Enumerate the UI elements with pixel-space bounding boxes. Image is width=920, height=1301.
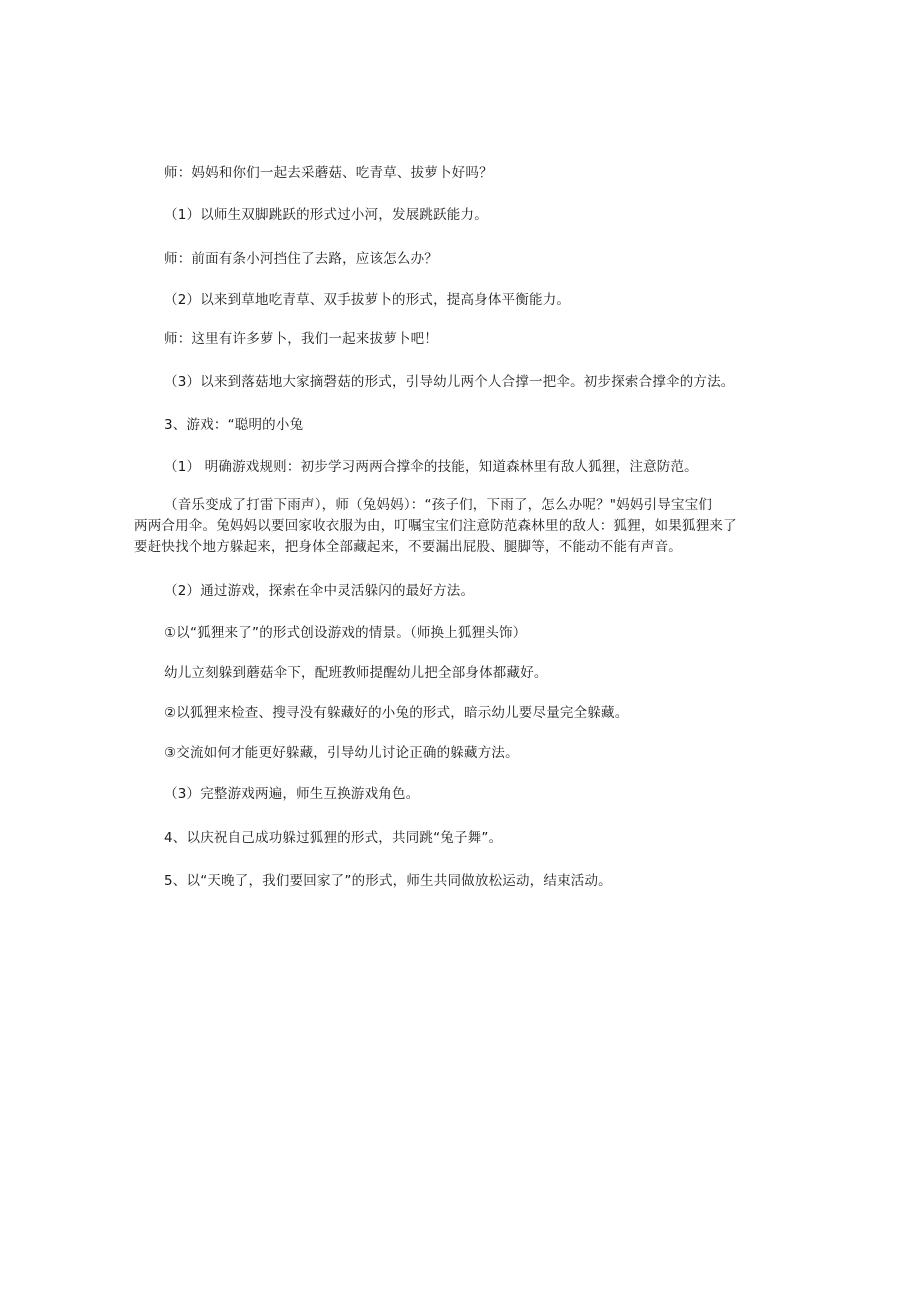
section-4: 4、以庆祝自己成功躲过狐狸的形式，共同跳“兔子舞”。 [164, 830, 503, 846]
story-line-1: （音乐变成了打雷下雨声），师（兔妈妈）：“孩子们，下雨了，怎么办呢？"妈妈引导宝宝们 [164, 497, 713, 513]
story-line-3: 要赶快找个地方躲起来，把身体全部藏起来，不要漏出屁股、腿脚等，不能动不能有声音。 [134, 539, 682, 555]
story-line-2: 两两合用伞。兔妈妈以要回家收衣服为由，叮嘱宝宝们注意防范森林里的敌人：狐狸，如果狐狸来了 [134, 518, 737, 534]
game-rule: （1） 明确游戏规则：初步学习两两合撑伞的技能，知道森林里有敌人狐狸，注意防范。 [164, 459, 698, 475]
game-step-3: （3）完整游戏两遍，师生互换游戏角色。 [164, 786, 420, 802]
section-5: 5、以“天晚了，我们要回家了”的形式，师生共同做放松运动，结束活动。 [164, 873, 612, 889]
step-3: （3）以来到落菇地大家摘磬菇的形式，引导幼儿两个人合撑一把伞。初步探索合撑伞的方法。 [164, 374, 735, 390]
sub-step-1-detail: 幼儿立刻躲到蘑菇伞下，配班教师提醒幼儿把全部身体都藏好。 [164, 665, 548, 681]
game-step-2: （2）通过游戏，探索在伞中灵活躲闪的最好方法。 [164, 583, 475, 599]
sub-step-3: ③交流如何才能更好躲藏，引导幼儿讨论正确的躲藏方法。 [164, 745, 519, 761]
sub-step-1: ①以“狐狸来了”的形式创设游戏的情景。（师换上狐狸头饰） [164, 625, 527, 641]
section-3-heading: 3、游戏：“聪明的小兔 [164, 417, 304, 433]
teacher-line-1: 师：妈妈和你们一起去采蘑菇、吃青草、拔萝卜好吗？ [164, 165, 493, 181]
step-2: （2）以来到草地吃青草、双手拔萝卜的形式，提高身体平衡能力。 [164, 292, 571, 308]
step-1: （1）以师生双脚跳跃的形式过小河，发展跳跃能力。 [164, 207, 488, 223]
sub-step-2: ②以狐狸来检查、搜寻没有躲藏好的小兔的形式，暗示幼儿要尽量完全躲藏。 [164, 705, 629, 721]
teacher-line-2: 师：前面有条小河挡住了去路，应该怎么办？ [164, 251, 438, 267]
teacher-line-3: 师：这里有许多萝卜，我们一起来拔萝卜吧！ [164, 331, 438, 347]
story-paragraph [134, 495, 794, 558]
